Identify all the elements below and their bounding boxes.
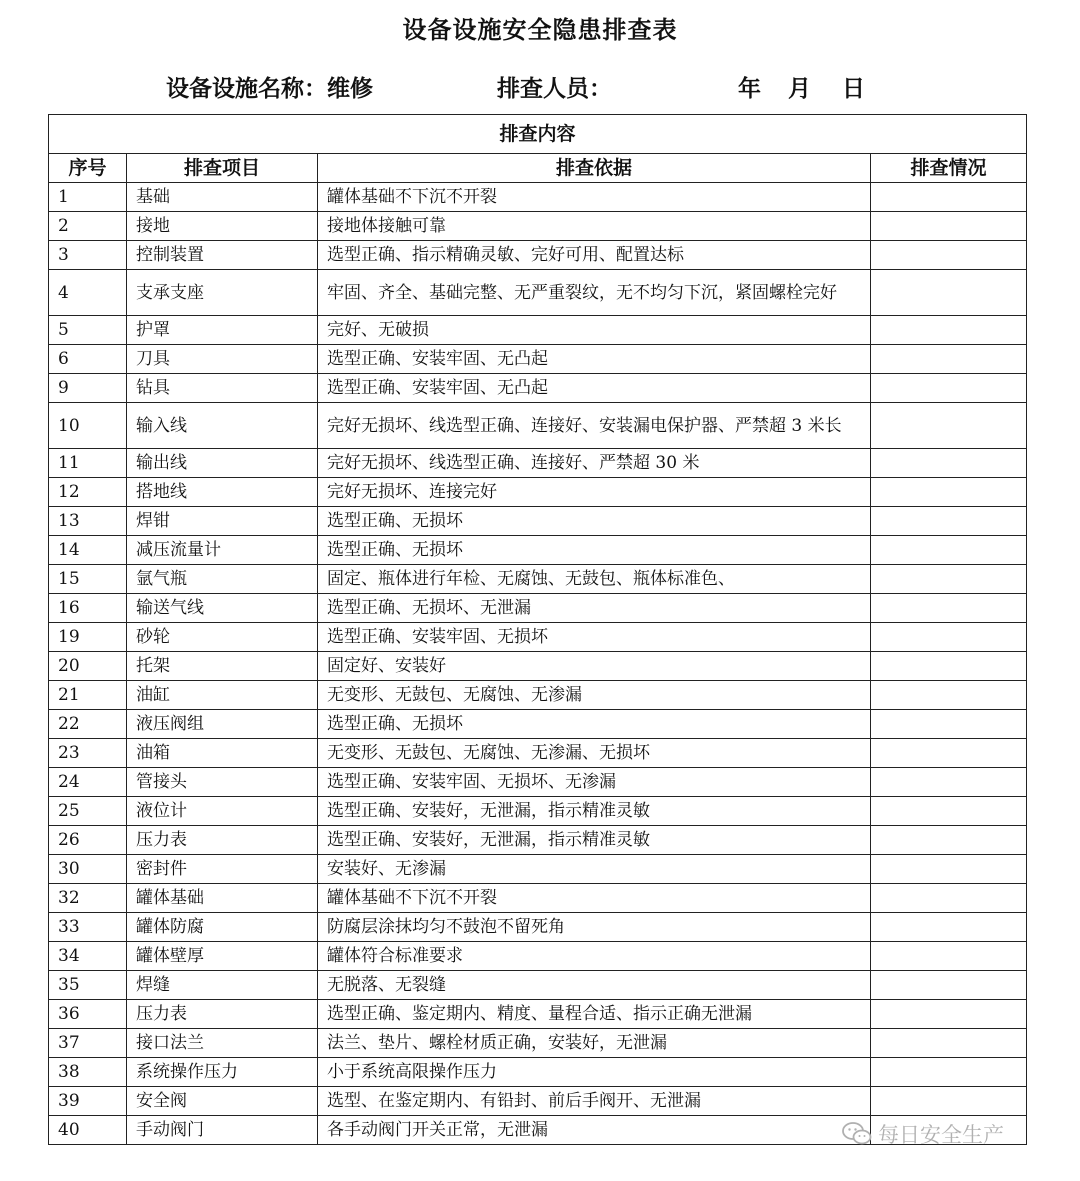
row-number: 2 [49,212,127,241]
row-number: 11 [49,449,127,478]
date-year-label: 年 [738,76,761,102]
row-number: 19 [49,623,127,652]
table-row [49,374,1027,403]
table-row [49,507,1027,536]
table-row [49,797,1027,826]
row-number: 35 [49,971,127,1000]
row-number: 15 [49,565,127,594]
row-item: 油缸 [127,681,318,710]
table-row [49,565,1027,594]
row-number: 24 [49,768,127,797]
table-row [49,270,1027,316]
row-result [871,971,1027,1000]
row-basis: 无脱落、无裂缝 [318,971,871,1000]
table-row [49,768,1027,797]
inspector-label: 排查人员： [497,76,612,102]
table-body [49,183,1027,1145]
row-basis: 完好无损坏、线选型正确、连接好、安装漏电保护器、严禁超 3 米长 [318,403,871,449]
row-item: 管接头 [127,768,318,797]
row-item: 托架 [127,652,318,681]
table-row [49,403,1027,449]
row-result [871,449,1027,478]
row-basis: 罐体符合标准要求 [318,942,871,971]
table-row [49,241,1027,270]
row-number: 10 [49,403,127,449]
row-basis: 选型正确、指示精确灵敏、完好可用、配置达标 [318,241,871,270]
row-result [871,1058,1027,1087]
row-basis: 小于系统高限操作压力 [318,1058,871,1087]
row-number: 33 [49,913,127,942]
row-basis: 无变形、无鼓包、无腐蚀、无渗漏、无损坏 [318,739,871,768]
row-number: 23 [49,739,127,768]
row-basis: 选型正确、无损坏 [318,507,871,536]
wechat-icon [842,1121,872,1147]
row-item: 输出线 [127,449,318,478]
row-item: 护罩 [127,316,318,345]
row-item: 输入线 [127,403,318,449]
row-number: 37 [49,1029,127,1058]
row-result [871,316,1027,345]
row-result [871,241,1027,270]
row-item: 搭地线 [127,478,318,507]
row-number: 40 [49,1116,127,1145]
row-number: 3 [49,241,127,270]
row-result [871,536,1027,565]
row-number: 13 [49,507,127,536]
row-item: 焊缝 [127,971,318,1000]
row-basis: 牢固、齐全、基础完整、无严重裂纹，无不均匀下沉，紧固螺栓完好 [318,270,871,316]
row-number: 39 [49,1087,127,1116]
table-row [49,652,1027,681]
row-number: 12 [49,478,127,507]
row-number: 4 [49,270,127,316]
table-row [49,855,1027,884]
table-row [49,681,1027,710]
row-number: 16 [49,594,127,623]
row-item: 压力表 [127,826,318,855]
row-result [871,942,1027,971]
table-row [49,942,1027,971]
table-row [49,739,1027,768]
section-title: 排查内容 [49,115,1027,154]
row-basis: 选型正确、安装好，无泄漏，指示精准灵敏 [318,826,871,855]
row-item: 刀具 [127,345,318,374]
table-row [49,449,1027,478]
row-item: 油箱 [127,739,318,768]
column-header-item: 排查项目 [127,154,318,183]
row-basis: 选型正确、无损坏 [318,710,871,739]
row-item: 支承支座 [127,270,318,316]
row-basis: 选型正确、安装牢固、无损坏、无渗漏 [318,768,871,797]
table-row [49,884,1027,913]
row-number: 20 [49,652,127,681]
row-result [871,270,1027,316]
row-result [871,913,1027,942]
date-day-label: 日 [842,76,865,102]
row-number: 38 [49,1058,127,1087]
row-basis: 选型正确、安装牢固、无凸起 [318,374,871,403]
row-item: 系统操作压力 [127,1058,318,1087]
table-row [49,536,1027,565]
row-number: 25 [49,797,127,826]
row-basis: 安装好、无渗漏 [318,855,871,884]
row-result [871,797,1027,826]
row-basis: 无变形、无鼓包、无腐蚀、无渗漏 [318,681,871,710]
column-header-result: 排查情况 [871,154,1027,183]
row-item: 安全阀 [127,1087,318,1116]
row-result [871,681,1027,710]
row-number: 5 [49,316,127,345]
row-item: 钻具 [127,374,318,403]
table-row [49,623,1027,652]
row-item: 罐体壁厚 [127,942,318,971]
table-row [49,971,1027,1000]
row-item: 焊钳 [127,507,318,536]
table-row [49,1058,1027,1087]
equipment-name-label: 设备设施名称：维修 [166,76,373,102]
watermark-text: 每日安全生产 [878,1123,1004,1147]
row-basis: 罐体基础不下沉不开裂 [318,884,871,913]
table-row [49,212,1027,241]
row-result [871,507,1027,536]
row-basis: 完好无损坏、线选型正确、连接好、严禁超 30 米 [318,449,871,478]
row-basis: 选型正确、安装牢固、无损坏 [318,623,871,652]
row-result [871,374,1027,403]
row-result [871,478,1027,507]
row-number: 26 [49,826,127,855]
row-basis: 选型正确、无损坏 [318,536,871,565]
table-row [49,1029,1027,1058]
row-result [871,594,1027,623]
document-title: 设备设施安全隐患排查表 [402,16,678,44]
inspection-table [48,114,1027,1145]
table-row [49,913,1027,942]
row-result [871,1087,1027,1116]
row-basis: 选型正确、鉴定期内、精度、量程合适、指示正确无泄漏 [318,1000,871,1029]
row-basis: 完好、无破损 [318,316,871,345]
row-basis: 完好无损坏、连接完好 [318,478,871,507]
row-basis: 接地体接触可靠 [318,212,871,241]
row-number: 22 [49,710,127,739]
row-basis: 罐体基础不下沉不开裂 [318,183,871,212]
table-row [49,710,1027,739]
row-item: 减压流量计 [127,536,318,565]
row-result [871,565,1027,594]
row-basis: 选型正确、无损坏、无泄漏 [318,594,871,623]
row-item: 砂轮 [127,623,318,652]
row-basis: 防腐层涂抹均匀不鼓泡不留死角 [318,913,871,942]
table-row [49,826,1027,855]
row-number: 32 [49,884,127,913]
row-result [871,212,1027,241]
row-basis: 固定、瓶体进行年检、无腐蚀、无鼓包、瓶体标准色、 [318,565,871,594]
row-item: 接地 [127,212,318,241]
date-month-label: 月 [788,76,811,102]
row-number: 6 [49,345,127,374]
row-result [871,345,1027,374]
row-result [871,1029,1027,1058]
row-number: 36 [49,1000,127,1029]
table-row [49,183,1027,212]
row-result [871,739,1027,768]
row-item: 液位计 [127,797,318,826]
row-basis: 选型正确、安装牢固、无凸起 [318,345,871,374]
row-basis: 各手动阀门开关正常，无泄漏 [318,1116,871,1145]
row-result [871,1000,1027,1029]
watermark [842,1120,1004,1148]
row-result [871,183,1027,212]
row-result [871,768,1027,797]
row-item: 输送气线 [127,594,318,623]
row-number: 34 [49,942,127,971]
row-result [871,826,1027,855]
row-item: 密封件 [127,855,318,884]
row-basis: 选型、在鉴定期内、有铅封、前后手阀开、无泄漏 [318,1087,871,1116]
row-number: 21 [49,681,127,710]
row-item: 控制装置 [127,241,318,270]
table-row [49,1000,1027,1029]
row-result [871,855,1027,884]
table-row [49,594,1027,623]
column-header-basis: 排查依据 [318,154,871,183]
row-number: 30 [49,855,127,884]
row-basis: 选型正确、安装好，无泄漏，指示精准灵敏 [318,797,871,826]
row-item: 接口法兰 [127,1029,318,1058]
row-basis: 法兰、垫片、螺栓材质正确，安装好，无泄漏 [318,1029,871,1058]
row-basis: 固定好、安装好 [318,652,871,681]
row-item: 液压阀组 [127,710,318,739]
table-row [49,1087,1027,1116]
row-item: 罐体防腐 [127,913,318,942]
row-number: 1 [49,183,127,212]
row-item: 罐体基础 [127,884,318,913]
row-item: 氩气瓶 [127,565,318,594]
table-row [49,478,1027,507]
column-header-number: 序号 [49,154,127,183]
row-number: 14 [49,536,127,565]
row-result [871,623,1027,652]
row-result [871,710,1027,739]
row-item: 手动阀门 [127,1116,318,1145]
row-item: 基础 [127,183,318,212]
table-row [49,316,1027,345]
row-result [871,884,1027,913]
row-item: 压力表 [127,1000,318,1029]
row-result [871,403,1027,449]
row-result [871,652,1027,681]
row-number: 9 [49,374,127,403]
table-row [49,345,1027,374]
